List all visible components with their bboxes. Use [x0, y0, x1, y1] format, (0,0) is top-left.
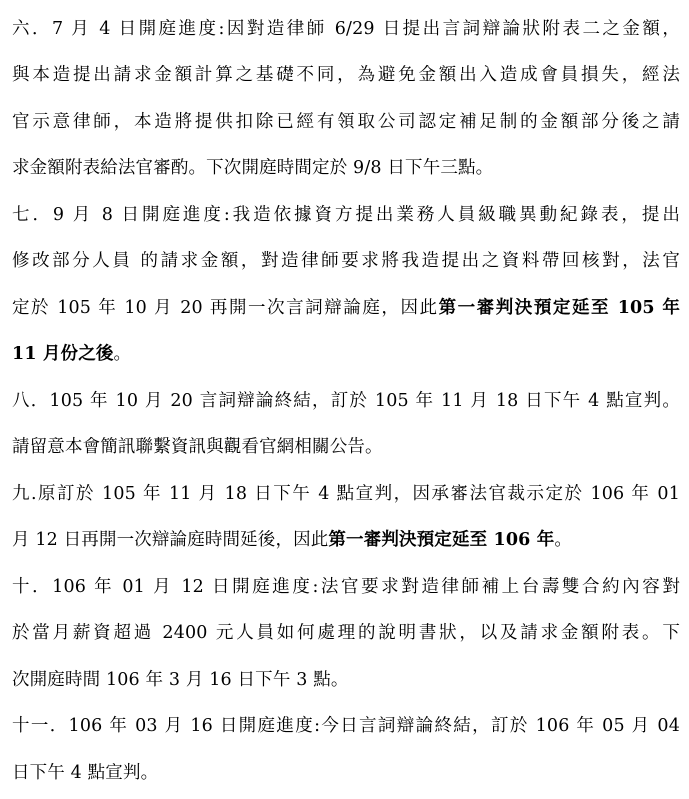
item-7-line-4-end: 。: [113, 344, 132, 364]
item-6-line-3: 官示意律師，本造將提供扣除已經有領取公司認定補足制的金額部分後之請: [12, 112, 680, 132]
item-11-line-1: 十一．106 年 03 月 16 日開庭進度:今日言詞辯論終結，訂於 106 年 05 月 04: [12, 716, 680, 736]
item-6-line-1: 六．7 月 4 日開庭進度:因對造律師 6/29 日提出言詞辯論狀附表二之金額，: [12, 19, 680, 39]
item-11-line-2: 日下午 4 點宣判。: [12, 763, 159, 783]
item-9-line-2-text: 月 12 日再開一次辯論庭時間延後，因此: [12, 530, 329, 550]
item-9-line-1: 九.原訂於 105 年 11 月 18 日下午 4 點宣判，因承審法官裁示定於 106 年 01: [12, 484, 680, 504]
item-7-line-3: [12, 297, 680, 319]
item-10-line-3: 次開庭時間 106 年 3 月 16 日下午 3 點。: [12, 670, 349, 690]
item-7-judgment-month-emphasis: 11 月份之後: [12, 344, 114, 364]
item-9-line-2: [12, 529, 572, 551]
item-10-line-1: 十．106 年 01 月 12 日開庭進度:法官要求對造律師補上台壽雙合約內容對: [12, 577, 680, 597]
item-8-line-2: 請留意本會簡訊聯繫資訊與觀看官網相關公告。: [12, 437, 383, 457]
item-8-line-1: 八．105 年 10 月 20 言詞辯論終結，訂於 105 年 11 月 18 日下午 4 點宣判。: [12, 391, 680, 411]
item-7-line-4: [12, 343, 131, 365]
item-7-line-3-text: 定於 105 年 10 月 20 再開一次言詞辯論庭，因此: [12, 298, 439, 318]
item-7-line-2: 修改部分人員 的請求金額，對造律師要求將我造提出之資料帶回核對，法官: [12, 251, 680, 271]
item-6-line-4: 求金額附表給法官審酌。下次開庭時間定於 9/8 日下午三點。: [12, 158, 494, 178]
item-9-line-2-end: 。: [554, 530, 573, 550]
item-6-line-2: 與本造提出請求金額計算之基礎不同，為避免金額出入造成會員損失，經法: [12, 65, 680, 85]
item-10-line-2: 於當月薪資超過 2400 元人員如何處理的說明書狀，以及請求金額附表。下: [12, 623, 680, 643]
item-7-judgment-delay-emphasis: 第一審判決預定延至 105 年: [438, 298, 680, 318]
item-7-line-1: 七．9 月 8 日開庭進度:我造依據資方提出業務人員級職異動紀錄表，提出: [12, 205, 680, 225]
item-9-judgment-delay-emphasis: 第一審判決預定延至 106 年: [328, 530, 555, 550]
